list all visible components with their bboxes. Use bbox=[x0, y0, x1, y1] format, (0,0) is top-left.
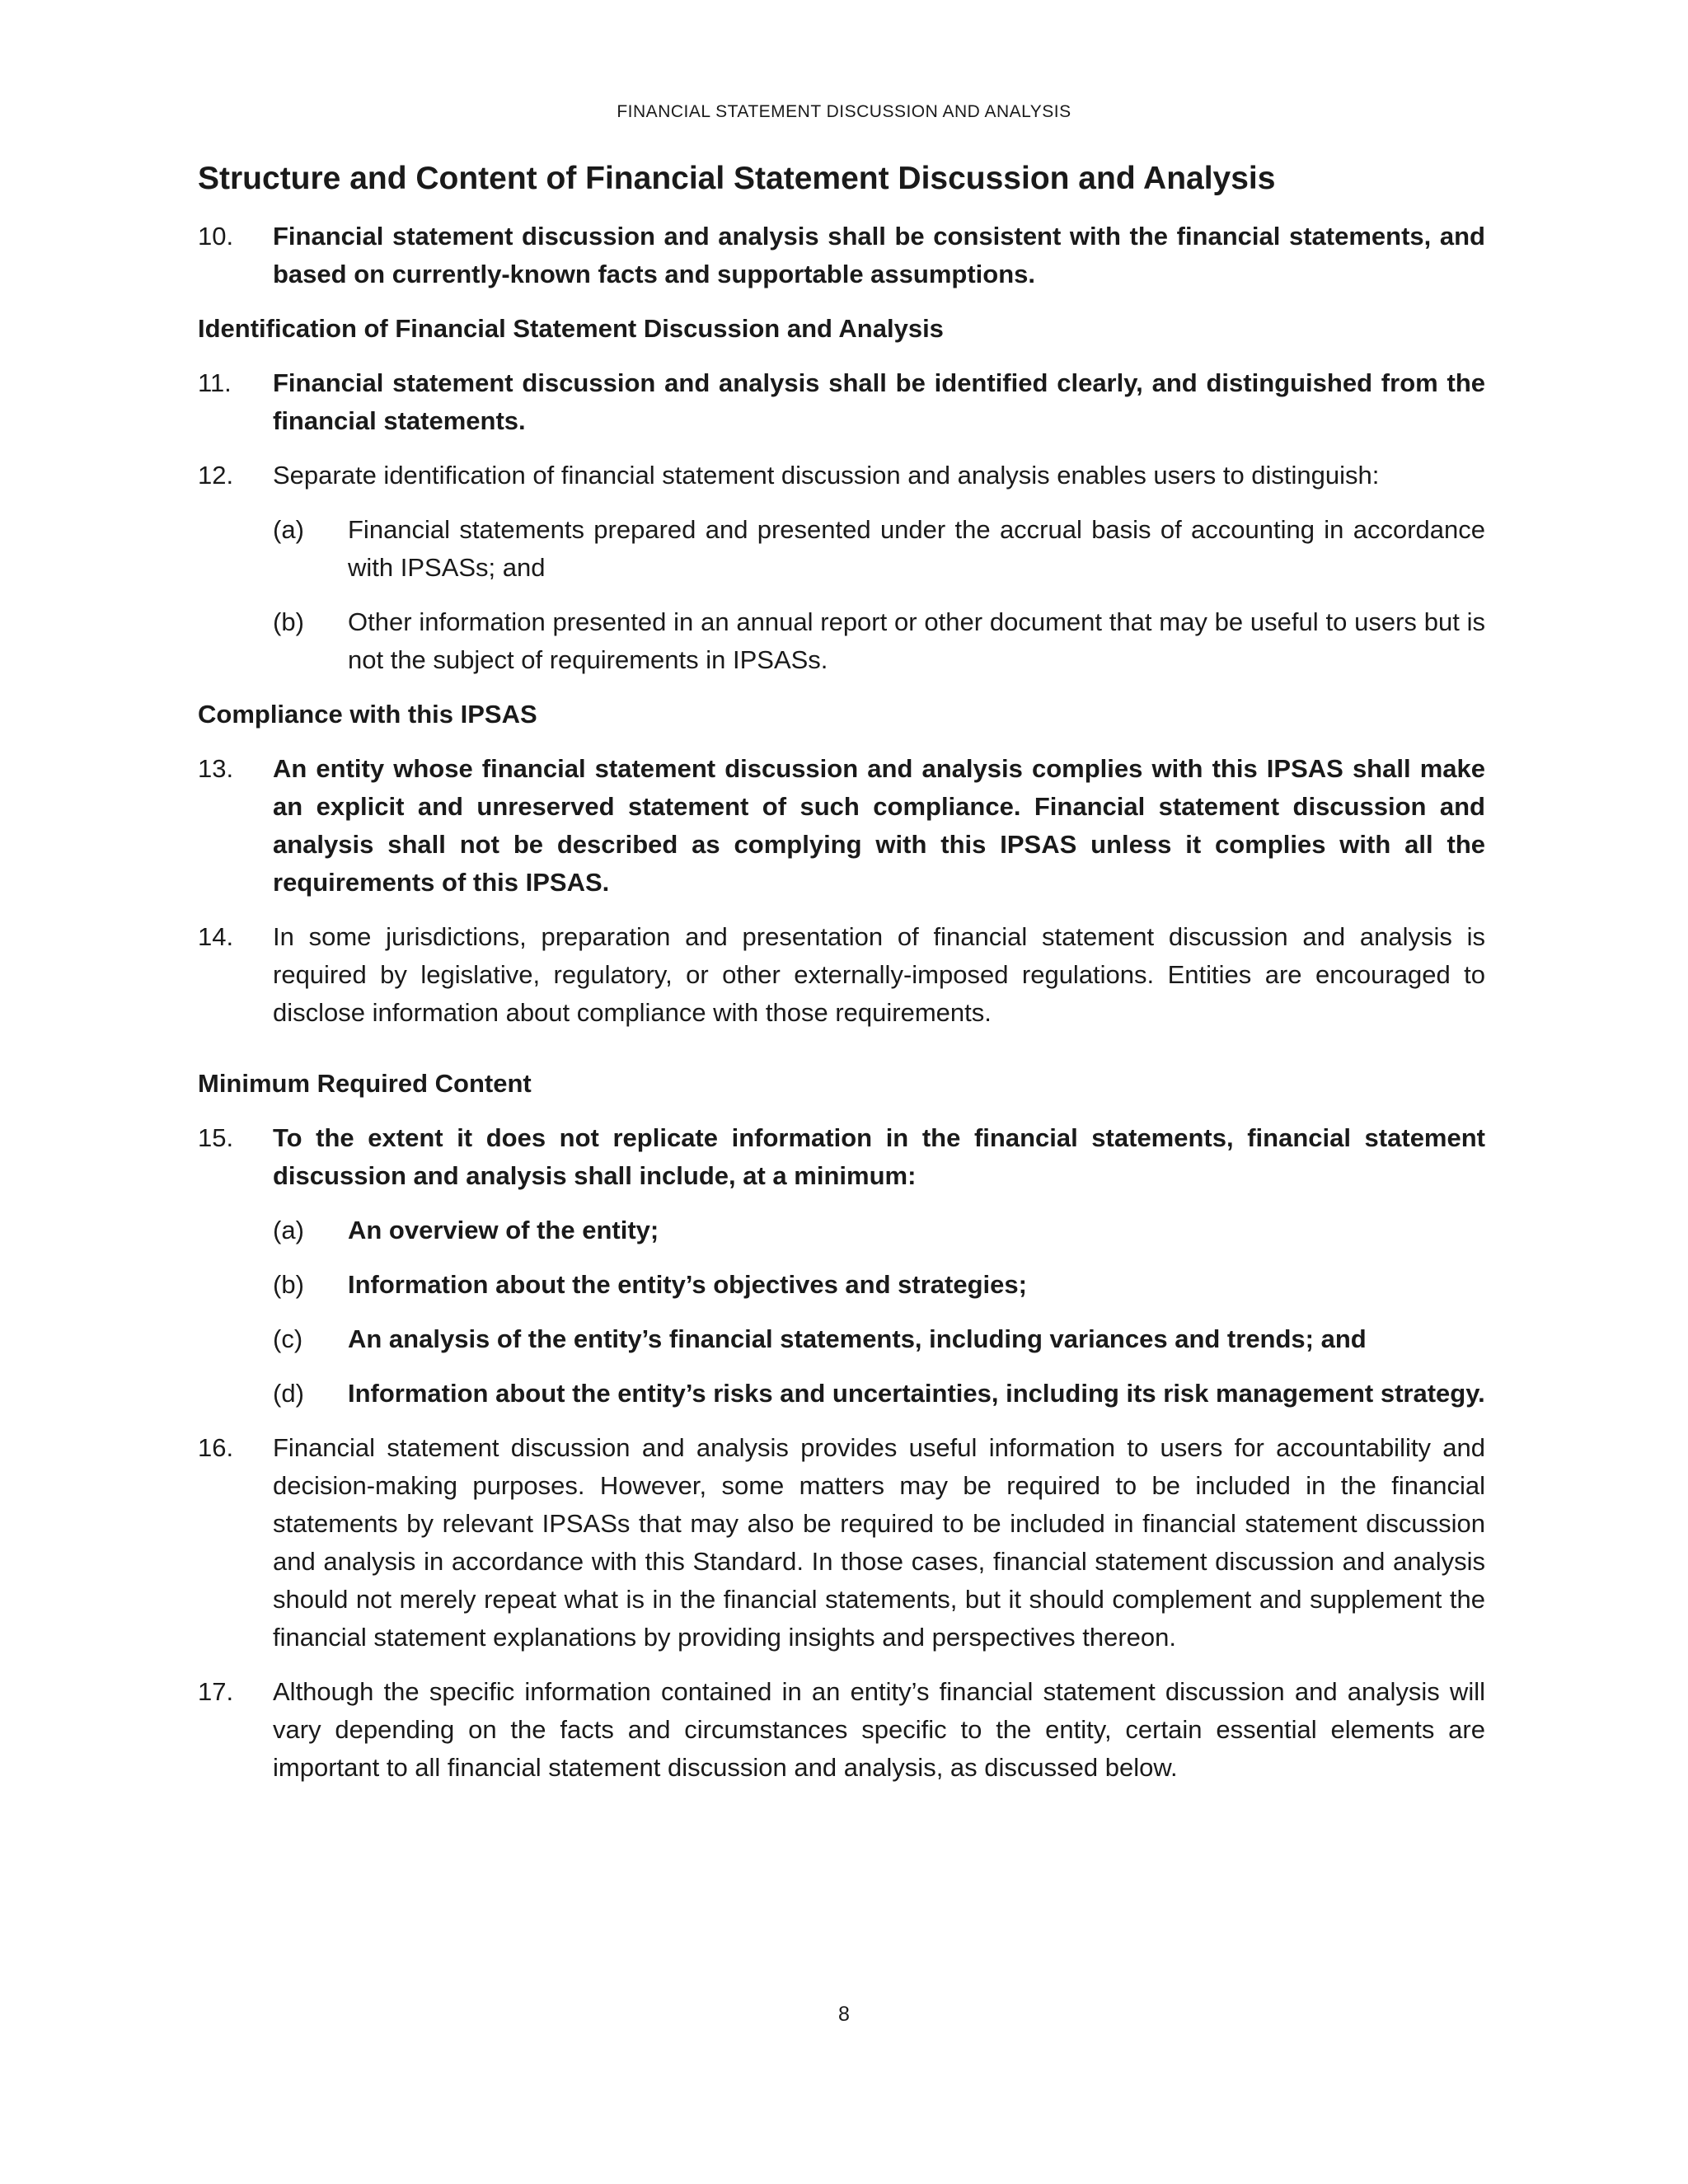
paragraph-12 bbox=[198, 457, 1485, 494]
list-item-15b bbox=[198, 1266, 1485, 1304]
paragraph-17 bbox=[198, 1673, 1485, 1787]
paragraph-text: To the extent it does not replicate information in the financial statements, financial statement discussion and analysis shall include, at a minimum: bbox=[273, 1123, 1485, 1190]
paragraph-text: Separate identification of financial statement discussion and analysis enables users to distinguish: bbox=[273, 461, 1380, 490]
paragraph-text: Financial statement discussion and analysis shall be consistent with the financial statements, and based on currently-known facts and supportable assumptions. bbox=[273, 222, 1485, 288]
section-title: Structure and Content of Financial Statement Discussion and Analysis bbox=[198, 161, 1276, 196]
page-number: 8 bbox=[838, 2003, 850, 2026]
list-item-text: Information about the entity’s risks and uncertainties, including its risk management strategy. bbox=[348, 1379, 1485, 1408]
list-item-15a bbox=[198, 1212, 1485, 1249]
heading-compliance: Compliance with this IPSAS bbox=[198, 700, 537, 729]
list-item-15d bbox=[198, 1375, 1485, 1413]
paragraph-number: 17. bbox=[198, 1677, 234, 1706]
paragraph-text: Financial statement discussion and analysis shall be identified clearly, and distinguished from the financial statements. bbox=[273, 368, 1485, 435]
paragraph-number: 15. bbox=[198, 1123, 234, 1152]
list-item-label: (b) bbox=[273, 607, 304, 636]
list-item-text: An overview of the entity; bbox=[348, 1216, 659, 1244]
list-item-label: (a) bbox=[273, 1216, 304, 1244]
paragraph-15 bbox=[198, 1119, 1485, 1195]
list-item-text: Other information presented in an annual report or other document that may be useful to users but is not the subject of requirements in IPSASs. bbox=[348, 607, 1485, 674]
paragraph-number: 10. bbox=[198, 222, 234, 251]
list-item-12b bbox=[198, 603, 1485, 679]
paragraph-text: Although the specific information contained in an entity’s financial statement discussion and analysis will vary depending on the facts and circumstances specific to the entity, certain essential elements are important to all financial statement discussion and analysis, as discussed below. bbox=[273, 1677, 1485, 1782]
paragraph-number: 12. bbox=[198, 461, 234, 490]
running-header: FINANCIAL STATEMENT DISCUSSION AND ANALYSIS bbox=[617, 102, 1071, 121]
paragraph-number: 11. bbox=[198, 368, 232, 397]
list-item-text: Financial statements prepared and presented under the accrual basis of accounting in accordance with IPSASs; and bbox=[348, 515, 1485, 582]
list-item-label: (b) bbox=[273, 1270, 304, 1299]
paragraph-text: An entity whose financial statement discussion and analysis complies with this IPSAS shall make an explicit and unreserved statement of such compliance. Financial statement discussion and analysis shall not be described as complying with this IPSAS unless it complies with all the requirements of this IPSAS. bbox=[273, 754, 1485, 897]
paragraph-14 bbox=[198, 918, 1485, 1032]
paragraph-number: 14. bbox=[198, 922, 234, 951]
list-item-label: (d) bbox=[273, 1379, 304, 1408]
paragraph-13 bbox=[198, 750, 1485, 902]
paragraph-number: 16. bbox=[198, 1433, 234, 1462]
list-item-text: Information about the entity’s objectives and strategies; bbox=[348, 1270, 1027, 1299]
list-item-label: (c) bbox=[273, 1324, 303, 1353]
document-body bbox=[198, 157, 1485, 1787]
list-item-12a bbox=[198, 511, 1485, 587]
heading-identification: Identification of Financial Statement Discussion and Analysis bbox=[198, 314, 944, 343]
list-item-15c bbox=[198, 1320, 1485, 1358]
paragraph-number: 13. bbox=[198, 754, 234, 783]
list-item-text: An analysis of the entity’s financial statements, including variances and trends; and bbox=[348, 1324, 1367, 1353]
paragraph-16 bbox=[198, 1429, 1485, 1657]
paragraph-11 bbox=[198, 364, 1485, 440]
paragraph-text: In some jurisdictions, preparation and presentation of financial statement discussion and analysis is required by legislative, regulatory, or other externally-imposed regulations. Entities are encouraged to disclose information about compliance with those requirements. bbox=[273, 922, 1485, 1027]
list-item-label: (a) bbox=[273, 515, 304, 544]
paragraph-text: Financial statement discussion and analysis provides useful information to users for accountability and decision-making purposes. However, some matters may be required to be included in the financial statements by relevant IPSASs that may also be required to be included in financial statement discussion and analysis in accordance with this Standard. In those cases, financial statement discussion and analysis should not merely repeat what is in the financial statements, but it should complement and supplement the financial statement explanations by providing insights and perspectives thereon. bbox=[273, 1433, 1485, 1652]
heading-minimum-content: Minimum Required Content bbox=[198, 1069, 532, 1098]
paragraph-10 bbox=[198, 218, 1485, 293]
